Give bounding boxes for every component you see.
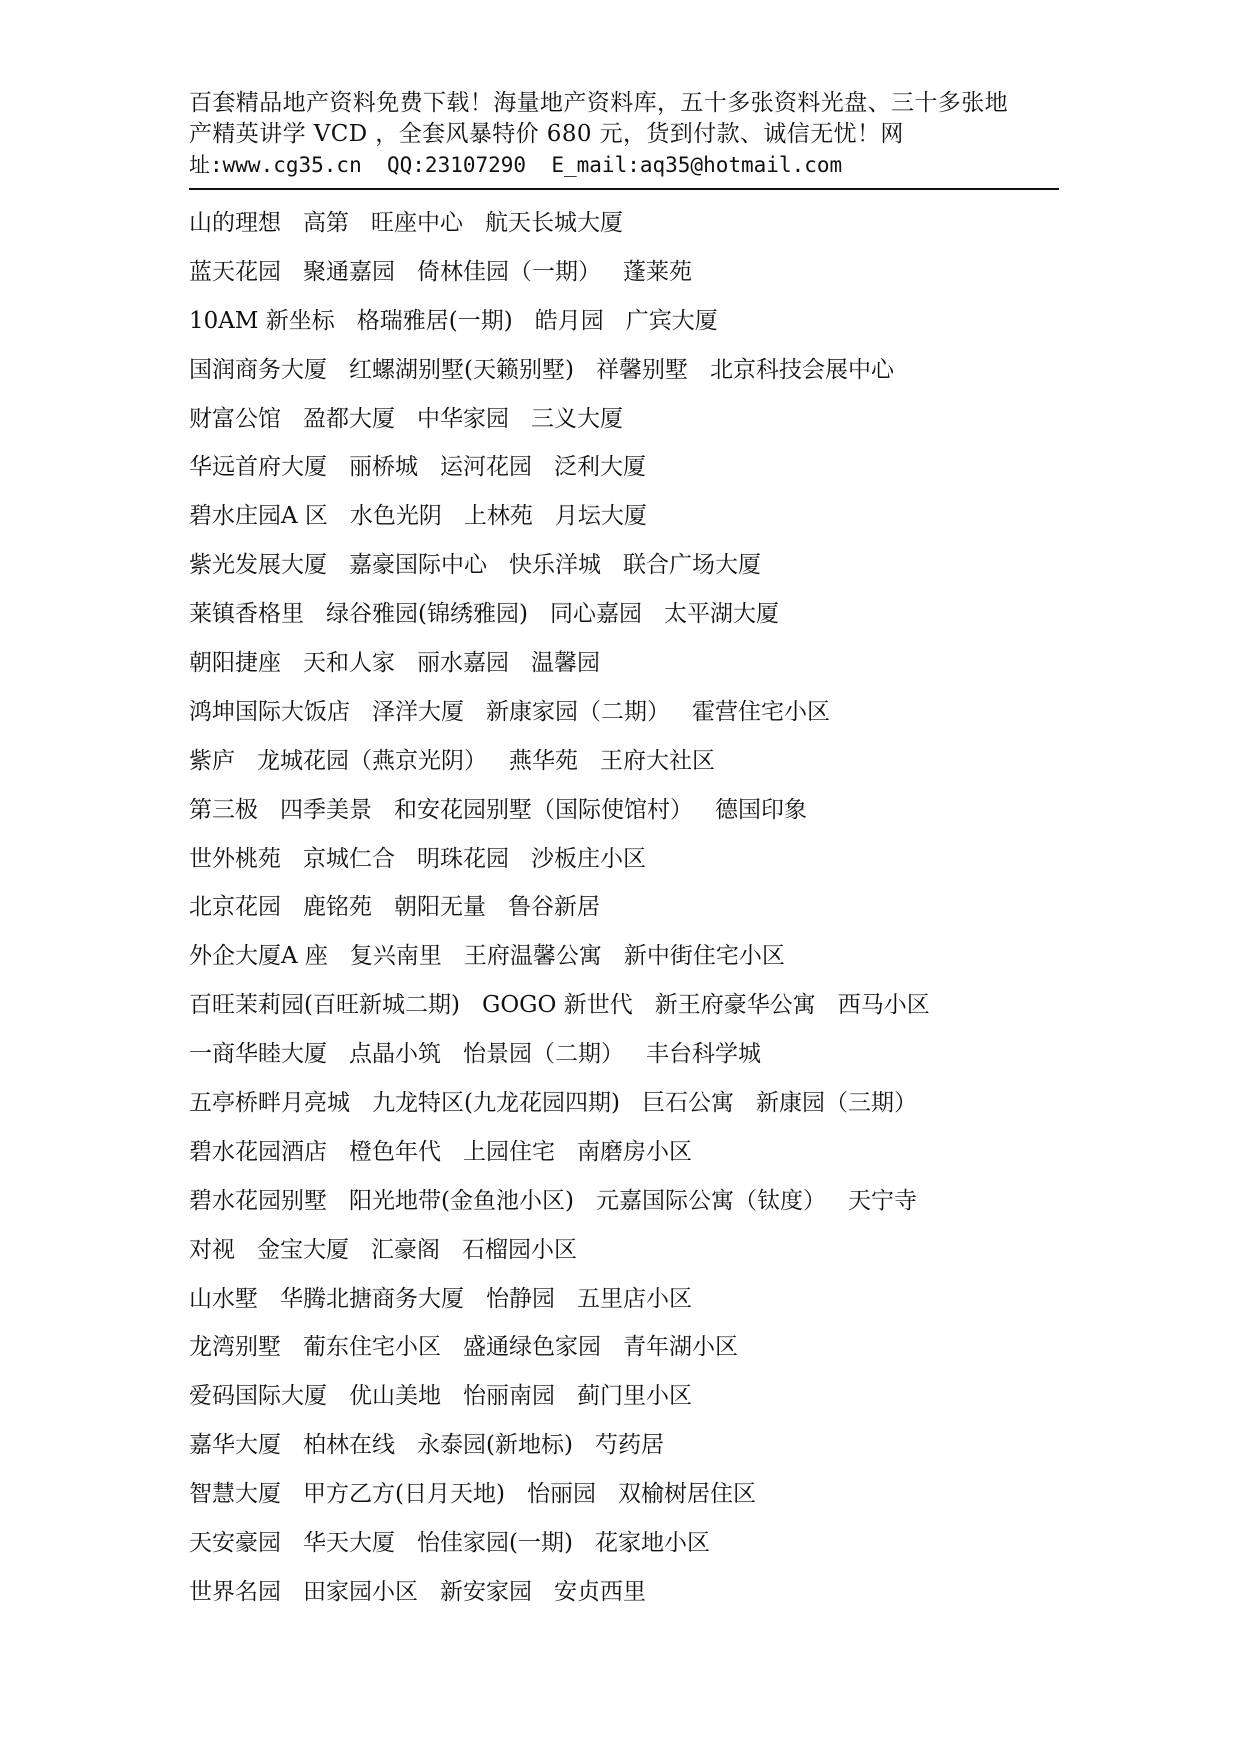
list-item: 阳光地带(金鱼池小区) <box>349 1187 574 1214</box>
list-item: 红螺湖别墅(天籁别墅) <box>349 356 574 383</box>
list-row <box>189 1565 1055 1614</box>
list-item: 田家园小区 <box>303 1578 418 1605</box>
list-row <box>189 1076 1055 1125</box>
list-item: 世界名园 <box>189 1578 281 1605</box>
list-item: 10AM 新坐标 <box>189 307 335 334</box>
list-item: 南磨房小区 <box>577 1138 692 1165</box>
list-row <box>189 685 1055 734</box>
list-item: 西马小区 <box>837 992 930 1019</box>
list-item: 安贞西里 <box>554 1578 646 1605</box>
list-row <box>189 294 1055 343</box>
list-item: 水色光阴 <box>349 503 442 530</box>
list-item: GOGO 新世代 <box>481 992 633 1019</box>
list-row <box>189 783 1055 832</box>
list-item: 新中街住宅小区 <box>623 943 785 970</box>
list-item: 五里店小区 <box>577 1285 692 1312</box>
list-row <box>189 1418 1055 1467</box>
list-item: 祥馨别墅 <box>595 356 688 383</box>
list-item: 甲方乙方(日月天地) <box>303 1481 505 1508</box>
list-item: 丽水嘉园 <box>417 649 509 676</box>
list-row <box>189 636 1055 685</box>
list-row <box>189 832 1055 881</box>
list-row <box>189 978 1055 1027</box>
list-item: 月坛大厦 <box>554 503 647 530</box>
list-item: 丰台科学城 <box>646 1041 761 1068</box>
list-item: 鲁谷新居 <box>508 894 600 921</box>
list-item: 蓝天花园 <box>189 258 281 285</box>
list-item: 石榴园小区 <box>462 1236 577 1263</box>
list-row <box>189 245 1055 294</box>
list-item: 盛通绿色家园 <box>463 1334 601 1361</box>
list-item: 点晶小筑 <box>349 1041 441 1068</box>
list-row <box>189 587 1055 636</box>
list-item: 燕华苑 <box>509 747 578 774</box>
list-item: 同心嘉园 <box>549 601 642 628</box>
list-item: 沙板庄小区 <box>531 845 646 872</box>
list-row <box>189 196 1055 245</box>
list-item: 花家地小区 <box>594 1529 710 1556</box>
list-item: 霍营住宅小区 <box>692 698 830 725</box>
list-item: 四季美景 <box>280 796 372 823</box>
list-item: 五亭桥畔月亮城 <box>189 1089 350 1116</box>
list-row <box>189 538 1055 587</box>
list-item: 盈都大厦 <box>303 405 395 432</box>
list-item: 快乐洋城 <box>509 552 601 579</box>
list-item: 橙色年代 <box>349 1138 441 1165</box>
list-item: 财富公馆 <box>189 405 281 432</box>
list-item: 山的理想 <box>189 209 281 236</box>
list-item: 元嘉国际公寓（钛度） <box>595 1187 826 1214</box>
list-item: 三义大厦 <box>531 405 623 432</box>
list-item: 温馨园 <box>531 649 600 676</box>
list-row <box>189 392 1055 441</box>
header-banner <box>189 88 1055 181</box>
list-item: 汇豪阁 <box>371 1236 440 1263</box>
list-item: 碧水花园酒店 <box>189 1138 327 1165</box>
list-item: 天宁寺 <box>847 1187 917 1214</box>
list-item: 爱码国际大厦 <box>189 1383 327 1410</box>
list-item: 天和人家 <box>303 649 395 676</box>
list-item: 新王府豪华公寓 <box>654 992 816 1019</box>
list-item: 蓬莱苑 <box>623 258 692 285</box>
header-line-1: 百套精品地产资料免费下载！海量地产资料库，五十多张资料光盘、三十多张地 <box>189 90 1008 116</box>
list-item: 京城仁合 <box>303 845 395 872</box>
list-item: 广宾大厦 <box>625 307 718 334</box>
list-item: 碧水花园别墅 <box>189 1187 327 1214</box>
list-row <box>189 1369 1055 1418</box>
list-item: 华天大厦 <box>303 1529 395 1556</box>
list-item: 上林苑 <box>463 503 533 530</box>
list-item: 金宝大厦 <box>257 1236 349 1263</box>
list-item: 国润商务大厦 <box>189 356 327 383</box>
list-item: 倚林佳园（一期） <box>417 258 601 285</box>
list-item: 蓟门里小区 <box>577 1383 692 1410</box>
list-row <box>189 1174 1055 1223</box>
list-item: 山水墅 <box>189 1285 258 1312</box>
list-item: 复兴南里 <box>349 943 442 970</box>
list-item: 怡景园（二期） <box>463 1041 624 1068</box>
header-line-2: 产精英讲学 VCD ，全套风暴特价 680 元，货到付款、诚信无忧！网 <box>189 121 904 147</box>
list-item: 上园住宅 <box>463 1138 555 1165</box>
list-row <box>189 1027 1055 1076</box>
list-item: 百旺茉莉园(百旺新城二期) <box>189 992 460 1019</box>
list-item: 旺座中心 <box>371 209 463 236</box>
list-item: 绿谷雅园(锦绣雅园) <box>326 601 528 628</box>
header-line-3: 址:www.cg35.cn QQ:23107290 E_mail:aq35@hotmail.com <box>189 153 843 177</box>
list-row <box>189 1272 1055 1321</box>
list-row <box>189 440 1055 489</box>
list-row <box>189 734 1055 783</box>
list-item: 朝阳无量 <box>394 894 486 921</box>
list-item: 鹿铭苑 <box>303 894 372 921</box>
list-item: 德国印象 <box>715 796 807 823</box>
list-item: 怡静园 <box>486 1285 555 1312</box>
list-item: 一商华睦大厦 <box>189 1041 327 1068</box>
list-item: 泽洋大厦 <box>372 698 464 725</box>
list-item: 运河花园 <box>440 454 532 481</box>
list-item: 朝阳捷座 <box>189 649 281 676</box>
list-item: 芍药居 <box>594 1432 664 1459</box>
list-item: 莱镇香格里 <box>189 601 304 628</box>
header-divider <box>189 188 1059 190</box>
list-item: 泛利大厦 <box>554 454 646 481</box>
list-item: 鸿坤国际大饭店 <box>189 698 350 725</box>
list-item: 优山美地 <box>349 1383 441 1410</box>
list-row <box>189 1516 1055 1565</box>
list-item: 天安豪园 <box>189 1529 281 1556</box>
list-item: 北京花园 <box>189 894 281 921</box>
list-item: 明珠花园 <box>417 845 509 872</box>
list-item: 葡东住宅小区 <box>303 1334 441 1361</box>
list-item: 华远首府大厦 <box>189 454 327 481</box>
list-item: 永泰园(新地标) <box>417 1432 573 1459</box>
list-row <box>189 929 1055 978</box>
list-item: 九龙特区(九龙花园四期) <box>372 1089 620 1116</box>
list-item: 王府大社区 <box>600 747 715 774</box>
list-item: 紫庐 <box>189 747 235 774</box>
list-row <box>189 1223 1055 1272</box>
list-row <box>189 1320 1055 1369</box>
list-item: 聚通嘉园 <box>303 258 395 285</box>
list-item: 格瑞雅居(一期) <box>356 307 513 334</box>
list-item: 碧水庄园A 区 <box>189 503 328 530</box>
list-item: 智慧大厦 <box>189 1481 281 1508</box>
list-item: 嘉豪国际中心 <box>349 552 487 579</box>
list-item: 紫光发展大厦 <box>189 552 327 579</box>
list-item: 王府温馨公寓 <box>463 943 602 970</box>
list-item: 世外桃苑 <box>189 845 281 872</box>
list-item: 柏林在线 <box>303 1432 395 1459</box>
list-item: 华腾北搪商务大厦 <box>280 1285 464 1312</box>
list-item: 新康园（三期） <box>755 1089 917 1116</box>
list-item: 北京科技会展中心 <box>709 356 894 383</box>
list-item: 航天长城大厦 <box>485 209 623 236</box>
list-item: 中华家园 <box>417 405 509 432</box>
list-item: 怡佳家园(一期) <box>417 1529 573 1556</box>
list-row <box>189 1125 1055 1174</box>
list-item: 太平湖大厦 <box>663 601 779 628</box>
list-item: 巨石公寓 <box>641 1089 734 1116</box>
list-item: 双榆树居住区 <box>617 1481 756 1508</box>
list-item: 新安家园 <box>440 1578 532 1605</box>
list-item: 怡丽园 <box>526 1481 596 1508</box>
list-item: 新康家园（二期） <box>486 698 670 725</box>
list-item: 丽桥城 <box>349 454 418 481</box>
list-item: 外企大厦A 座 <box>189 943 328 970</box>
list-item: 和安花园别墅（国际使馆村） <box>394 796 693 823</box>
list-row <box>189 1467 1055 1516</box>
property-list <box>189 196 1055 1614</box>
list-row <box>189 343 1055 392</box>
list-item: 怡丽南园 <box>463 1383 555 1410</box>
list-item: 对视 <box>189 1236 235 1263</box>
list-item: 皓月园 <box>534 307 604 334</box>
list-item: 龙湾别墅 <box>189 1334 281 1361</box>
list-item: 嘉华大厦 <box>189 1432 281 1459</box>
list-item: 龙城花园（燕京光阴） <box>257 747 487 774</box>
list-row <box>189 880 1055 929</box>
list-item: 青年湖小区 <box>623 1334 738 1361</box>
list-row <box>189 489 1055 538</box>
list-item: 第三极 <box>189 796 258 823</box>
list-item: 高第 <box>303 209 349 236</box>
list-item: 联合广场大厦 <box>623 552 761 579</box>
